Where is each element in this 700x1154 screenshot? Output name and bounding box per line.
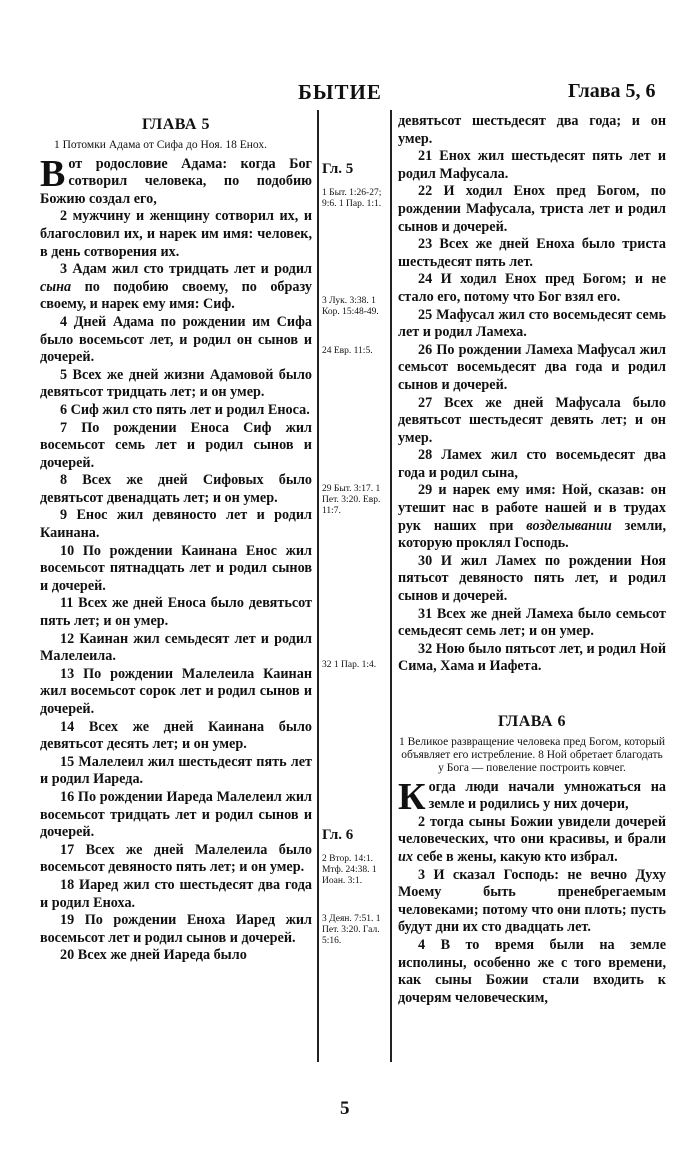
verse-6-1: Когда люди начали умножаться на земле и родились у них дочери,	[398, 775, 666, 818]
cross-ref-gl5-label: Гл. 5	[322, 161, 354, 177]
cross-ref-5-32: 32 1 Пар. 1:4.	[322, 660, 377, 670]
verse-5-22: 22 И ходил Енох пред Богом, по рождении Мафусала, триста лет и родил сынов и дочерей.	[398, 183, 666, 235]
verse-5-20-continued: девятьсот шестьдесят два года; и он умер.	[398, 113, 666, 147]
verse-5-20: 20 Всех же дней Иареда было	[60, 947, 247, 964]
right-column	[398, 113, 666, 1007]
verse-5-25: 25 Мафусал жил сто восемьдесят семь лет и родил Ламеха.	[398, 306, 666, 341]
cross-ref-gl6-label: Гл. 6	[322, 827, 354, 843]
chapter-6-heading: ГЛАВА 6	[498, 713, 566, 730]
cross-ref-5-29: 29 Быт. 3:17. 1 Пет. 3:20. Евр. 11:7.	[322, 484, 381, 516]
chapter-range: Глава 5, 6	[568, 80, 656, 102]
verse-6-3: 3 И сказал Господь: не вечно Духу Моему быть пренебрегаемым человеками; потому что они плоть; пусть будут дни их сто двадцать лет.	[398, 866, 666, 936]
verse-5-15: 15 Малелеил жил шестьдесят пять лет и родил Иареда.	[40, 753, 312, 788]
chapter-gap	[398, 676, 666, 710]
verse-6-2: 2 тогда сыны Божии увидели дочерей человеческих, что они красивы, и брали их себе в жены, какую кто избрал.	[398, 813, 666, 865]
verse-5-7: 7 По рождении Еноса Сиф жил восемьсот семь лет и родил сынов и дочерей.	[40, 419, 312, 471]
verse-5-3: 3 Адам жил сто тридцать лет и родил сына по подобию своему, по образу своему, и нарек ему имя: Сиф.	[40, 261, 312, 313]
verse-5-11: 11 Всех же дней Еноса было девятьсот пять лет; и он умер.	[40, 595, 312, 630]
cross-ref-5-1: 1 Быт. 1:26-27; 9:6. 1 Пар. 1:1.	[322, 188, 382, 209]
verse-5-13: 13 По рождении Малелеила Каинан жил восемьсот сорок лет и родил сынов и дочерей.	[40, 665, 312, 717]
verse-5-2: 2 мужчину и женщину сотворил их, и благословил их, и нарек им имя: человек, в день сотворения их.	[40, 208, 312, 260]
verse-5-31: 31 Всех же дней Ламеха было семьсот семьдесят семь лет; и он умер.	[398, 605, 666, 640]
column-divider-left	[317, 110, 319, 1062]
verse-5-18: 18 Иаред жил сто шестьдесят два года и родил Еноха.	[40, 876, 312, 911]
drop-cap-6: К	[398, 775, 426, 818]
verse-5-32: 32 Ною было пятьсот лет, и родил Ной Сима, Хама и Иафета.	[398, 640, 666, 675]
verse-5-29: 29 и нарек ему имя: Ной, сказав: он утешит нас в работе нашей и в трудах рук наших при возделывании земли, которую проклял Господь.	[398, 482, 667, 552]
verse-5-19: 19 По рождении Еноха Иаред жил восемьсот лет и родил сынов и дочерей.	[40, 912, 312, 946]
verse-5-9: 9 Енос жил девяносто лет и родил Каинана.	[40, 507, 312, 542]
verse-5-1: Вот родословие Адама: когда Бог сотворил человека, по подобию Божию создал его,	[40, 152, 312, 207]
verse-5-23: 23 Всех же дней Еноха было триста шестьдесят пять лет.	[398, 236, 666, 270]
verse-5-16: 16 По рождении Иареда Малелеил жил восемьсот тридцать лет и родил сынов и дочерей.	[40, 788, 312, 841]
cross-ref-6-2: 2 Втор. 14:1. Мтф. 24:38. 1 Иоан. 3:1.	[322, 854, 377, 886]
page-number: 5	[340, 1098, 350, 1119]
verse-5-10: 10 По рождении Каинана Енос жил восемьсот пятнадцать лет и родил сынов и дочерей.	[40, 542, 312, 594]
book-title: БЫТИЕ	[298, 80, 382, 104]
verse-5-4: 4 Дней Адама по рождении им Сифа было восемьсот лет, и родил он сынов и дочерей.	[40, 313, 312, 366]
cross-ref-6-3: 3 Деян. 7:51. 1 Пет. 3:20. Гал. 5:16.	[322, 914, 381, 946]
verse-6-4: 4 В то время были на земле исполины, особенно же с того времени, как сыны Божии стали входить к дочерям человеческим,	[398, 936, 666, 1006]
verse-5-24: 24 И ходил Енох пред Богом; и не стало его, потому что Бог взял его.	[398, 271, 666, 305]
verse-5-21: 21 Енох жил шестьдесят пять лет и родил Мафусала.	[398, 148, 666, 182]
verse-5-17: 17 Всех же дней Малелеила было восемьсот девяносто пять лет; и он умер.	[40, 841, 312, 876]
verse-5-12: 12 Каинан жил семьдесят лет и родил Малелеила.	[40, 630, 312, 665]
cross-ref-5-3: 3 Лук. 3:38. 1 Кор. 15:48-49.	[322, 296, 379, 317]
verse-5-30: 30 И жил Ламех по рождении Ноя пятьсот девяносто пять лет, и родил сынов и дочерей.	[398, 552, 666, 605]
verse-5-26: 26 По рождении Ламеха Мафусал жил семьсот восемьдесят два года и родил сынов и дочерей.	[398, 341, 666, 393]
verse-5-5: 5 Всех же дней жизни Адамовой было девятьсот тридцать лет; и он умер.	[40, 366, 312, 401]
chapter-6-summary: 1 Великое развращение человека пред Богом, который объявляет его истребление. 8 Ной обретает благодать у Бога — повеление построить ковчег.	[398, 735, 666, 774]
verse-5-27: 27 Всех же дней Мафусала было девятьсот шестьдесят девять лет; и он умер.	[398, 394, 666, 446]
cross-ref-5-24: 24 Евр. 11:5.	[322, 346, 373, 356]
chapter-5-heading: ГЛАВА 5	[142, 116, 210, 133]
verse-5-8: 8 Всех же дней Сифовых было девятьсот двенадцать лет; и он умер.	[40, 472, 312, 506]
verse-5-6: 6 Сиф жил сто пять лет и родил Еноса.	[60, 401, 310, 418]
drop-cap: В	[40, 152, 66, 195]
verse-5-14: 14 Всех же дней Каинана было девятьсот десять лет; и он умер.	[40, 718, 312, 753]
chapter-5-summary: 1 Потомки Адама от Сифа до Ноя. 18 Енох.	[54, 138, 268, 151]
left-column	[40, 113, 312, 965]
verse-5-28: 28 Ламех жил сто восемьдесят два года и родил сына,	[398, 447, 666, 481]
